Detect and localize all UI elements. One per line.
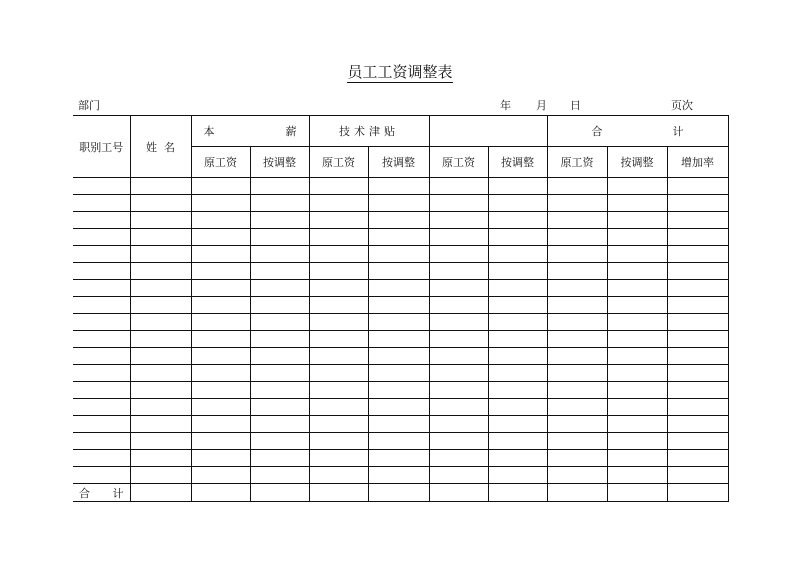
orig-salary-header: 原工资 [547,147,607,178]
table-cell[interactable] [309,195,368,212]
table-cell[interactable] [73,450,130,467]
table-cell[interactable] [488,433,547,450]
table-cell[interactable] [191,280,250,297]
base-salary-header: 本 薪 [191,116,309,147]
table-cell[interactable] [309,297,368,314]
table-cell[interactable] [250,280,309,297]
table-cell[interactable] [250,297,309,314]
table-cell[interactable] [488,348,547,365]
table-cell[interactable] [130,331,191,348]
table-cell[interactable] [547,229,607,246]
table-cell[interactable] [607,263,667,280]
table-cell[interactable] [368,399,429,416]
table-cell[interactable] [73,467,130,484]
table-cell[interactable] [607,450,667,467]
table-cell[interactable] [191,433,250,450]
table-cell[interactable] [309,382,368,399]
table-cell[interactable] [130,195,191,212]
table-cell[interactable] [250,433,309,450]
blank-header [429,116,547,147]
table-cell[interactable] [488,467,547,484]
table-cell[interactable] [130,314,191,331]
table-cell[interactable] [488,178,547,195]
table-cell[interactable] [547,314,607,331]
adjusted-header: 按调整 [607,147,667,178]
table-cell[interactable] [309,314,368,331]
table-cell[interactable] [250,467,309,484]
table-cell[interactable] [429,229,488,246]
tech-allowance-header: 技术津贴 [309,116,429,147]
table-cell[interactable] [667,433,728,450]
total-cell[interactable] [547,484,607,502]
table-cell[interactable] [667,331,728,348]
table-cell[interactable] [667,416,728,433]
table-cell[interactable] [250,416,309,433]
table-cell[interactable] [73,280,130,297]
table-cell[interactable] [368,246,429,263]
table-cell[interactable] [250,331,309,348]
table-row [73,229,728,246]
total-cell[interactable] [667,484,728,502]
table-cell[interactable] [488,365,547,382]
table-cell[interactable] [547,297,607,314]
table-cell[interactable] [667,212,728,229]
total-cell[interactable] [368,484,429,502]
table-cell[interactable] [191,229,250,246]
total-cell[interactable] [429,484,488,502]
table-cell[interactable] [250,195,309,212]
total-header: 合 计 [547,116,728,147]
table-cell[interactable] [667,348,728,365]
table-cell[interactable] [368,433,429,450]
table-cell[interactable] [73,382,130,399]
table-cell[interactable] [667,246,728,263]
table-cell[interactable] [547,195,607,212]
total-row-label: 合 计 [73,484,130,502]
table-cell[interactable] [488,399,547,416]
table-cell[interactable] [547,433,607,450]
total-cell[interactable] [191,484,250,502]
table-cell[interactable] [607,433,667,450]
table-row [73,246,728,263]
table-cell[interactable] [667,314,728,331]
table-cell[interactable] [250,399,309,416]
table-cell[interactable] [130,399,191,416]
table-cell[interactable] [547,263,607,280]
table-cell[interactable] [73,229,130,246]
table-cell[interactable] [309,450,368,467]
table-cell[interactable] [130,178,191,195]
table-cell[interactable] [250,450,309,467]
table-cell[interactable] [429,467,488,484]
name-header: 姓 名 [130,116,191,178]
table-cell[interactable] [191,467,250,484]
table-cell[interactable] [191,416,250,433]
orig-salary-header: 原工资 [191,147,250,178]
table-cell[interactable] [130,433,191,450]
table-cell[interactable] [368,280,429,297]
table-cell[interactable] [191,382,250,399]
table-cell[interactable] [73,263,130,280]
total-cell[interactable] [309,484,368,502]
table-cell[interactable] [488,382,547,399]
table-cell[interactable] [191,365,250,382]
table-cell[interactable] [368,297,429,314]
table-cell[interactable] [488,229,547,246]
table-cell[interactable] [607,297,667,314]
table-cell[interactable] [368,263,429,280]
table-cell[interactable] [250,178,309,195]
table-row [73,297,728,314]
header-row-1 [73,116,728,147]
table-cell[interactable] [73,416,130,433]
table-cell[interactable] [368,348,429,365]
table-cell[interactable] [250,229,309,246]
table-cell[interactable] [488,263,547,280]
table-cell[interactable] [250,263,309,280]
table-cell[interactable] [250,348,309,365]
table-cell[interactable] [607,314,667,331]
table-cell[interactable] [130,280,191,297]
table-cell[interactable] [130,263,191,280]
table-cell[interactable] [73,331,130,348]
page-label: 页次 [671,99,693,112]
table-cell[interactable] [547,280,607,297]
table-cell[interactable] [607,246,667,263]
table-cell[interactable] [667,450,728,467]
table-cell[interactable] [667,280,728,297]
table-cell[interactable] [250,365,309,382]
form-title [0,61,800,82]
id-header: 职别工号 [73,116,130,178]
table-cell[interactable] [191,246,250,263]
table-cell[interactable] [130,229,191,246]
table-row [73,195,728,212]
table-cell[interactable] [368,331,429,348]
table-cell[interactable] [429,450,488,467]
table-cell[interactable] [667,195,728,212]
table-cell[interactable] [309,433,368,450]
table-cell[interactable] [130,297,191,314]
table-cell[interactable] [547,178,607,195]
table-cell[interactable] [488,297,547,314]
table-cell[interactable] [250,314,309,331]
total-cell[interactable] [130,484,191,502]
table-cell[interactable] [309,263,368,280]
table-cell[interactable] [547,416,607,433]
table-row [73,331,728,348]
table-cell[interactable] [488,450,547,467]
table-cell[interactable] [429,280,488,297]
form-title-text: 员工工资调整表 [347,63,453,81]
month-label: 月 [536,99,547,112]
day-label: 日 [570,99,581,112]
table-cell[interactable] [73,178,130,195]
table-row [73,280,728,297]
table-cell[interactable] [250,382,309,399]
table-cell[interactable] [607,416,667,433]
table-cell[interactable] [250,212,309,229]
table-cell[interactable] [368,212,429,229]
table-cell[interactable] [607,195,667,212]
table-cell[interactable] [667,382,728,399]
table-cell[interactable] [667,365,728,382]
table-cell[interactable] [73,433,130,450]
table-cell[interactable] [667,399,728,416]
table-cell[interactable] [73,297,130,314]
adjusted-header: 按调整 [250,147,309,178]
table-cell[interactable] [309,212,368,229]
increase-rate-header: 增加率 [667,147,728,178]
table-cell[interactable] [547,399,607,416]
table-cell[interactable] [607,348,667,365]
table-cell[interactable] [547,365,607,382]
table-cell[interactable] [488,195,547,212]
table-cell[interactable] [667,467,728,484]
table-cell[interactable] [250,246,309,263]
table-cell[interactable] [191,178,250,195]
table-cell[interactable] [191,297,250,314]
table-cell[interactable] [309,399,368,416]
table-cell[interactable] [309,331,368,348]
table-cell[interactable] [429,178,488,195]
table-cell[interactable] [309,229,368,246]
table-cell[interactable] [667,178,728,195]
table-cell[interactable] [368,365,429,382]
table-row [73,399,728,416]
table-cell[interactable] [607,280,667,297]
table-cell[interactable] [73,212,130,229]
year-label: 年 [500,99,511,112]
table-cell[interactable] [130,365,191,382]
table-cell[interactable] [429,365,488,382]
table-cell[interactable] [309,365,368,382]
table-row [73,450,728,467]
table-row [73,178,728,195]
table-cell[interactable] [191,212,250,229]
table-cell[interactable] [429,416,488,433]
table-cell[interactable] [368,229,429,246]
table-cell[interactable] [130,450,191,467]
table-cell[interactable] [309,280,368,297]
table-cell[interactable] [429,433,488,450]
table-cell[interactable] [607,467,667,484]
table-cell[interactable] [488,212,547,229]
table-cell[interactable] [547,331,607,348]
table-cell[interactable] [73,348,130,365]
table-row [73,467,728,484]
adjusted-header: 按调整 [368,147,429,178]
orig-salary-header: 原工资 [309,147,368,178]
table-cell[interactable] [607,382,667,399]
table-cell[interactable] [488,331,547,348]
table-cell[interactable] [191,450,250,467]
table-row [73,416,728,433]
table-cell[interactable] [368,195,429,212]
table-cell[interactable] [368,314,429,331]
orig-salary-header: 原工资 [429,147,488,178]
table-row [73,314,728,331]
table-cell[interactable] [429,212,488,229]
table-cell[interactable] [429,263,488,280]
table-cell[interactable] [607,212,667,229]
dept-label: 部门 [78,99,100,112]
table-cell[interactable] [488,314,547,331]
table-cell[interactable] [191,348,250,365]
table-cell[interactable] [130,348,191,365]
table-cell[interactable] [547,212,607,229]
salary-adjustment-table [73,115,729,502]
table-cell[interactable] [309,467,368,484]
table-cell[interactable] [547,382,607,399]
table-cell[interactable] [607,365,667,382]
table-cell[interactable] [607,331,667,348]
total-row [73,484,728,502]
table-cell[interactable] [368,450,429,467]
table-cell[interactable] [429,399,488,416]
table-cell[interactable] [547,450,607,467]
table-cell[interactable] [429,348,488,365]
total-cell[interactable] [250,484,309,502]
table-cell[interactable] [309,178,368,195]
table-cell[interactable] [130,212,191,229]
table-row [73,382,728,399]
table-row [73,212,728,229]
table-cell[interactable] [309,416,368,433]
table-cell[interactable] [429,331,488,348]
table-cell[interactable] [130,416,191,433]
table-cell[interactable] [368,382,429,399]
total-cell[interactable] [488,484,547,502]
table-cell[interactable] [607,229,667,246]
table-cell[interactable] [368,416,429,433]
table-cell[interactable] [191,331,250,348]
table-cell[interactable] [547,467,607,484]
table-row [73,365,728,382]
table-cell[interactable] [368,178,429,195]
table-row [73,433,728,450]
table-cell[interactable] [309,348,368,365]
table-cell[interactable] [191,314,250,331]
adjusted-header: 按调整 [488,147,547,178]
table-cell[interactable] [429,297,488,314]
table-cell[interactable] [191,263,250,280]
table-cell[interactable] [73,365,130,382]
total-cell[interactable] [607,484,667,502]
table-cell[interactable] [547,348,607,365]
table-cell[interactable] [191,399,250,416]
table-cell[interactable] [73,399,130,416]
table-cell[interactable] [191,195,250,212]
table-cell[interactable] [309,246,368,263]
table-cell[interactable] [429,246,488,263]
table-row [73,348,728,365]
table-cell[interactable] [429,314,488,331]
table-cell[interactable] [607,178,667,195]
table-cell[interactable] [368,467,429,484]
table-cell[interactable] [488,416,547,433]
table-cell[interactable] [488,280,547,297]
table-cell[interactable] [73,195,130,212]
table-cell[interactable] [488,246,547,263]
table-cell[interactable] [73,246,130,263]
table-cell[interactable] [667,297,728,314]
table-cell[interactable] [607,399,667,416]
table-cell[interactable] [429,382,488,399]
table-cell[interactable] [130,467,191,484]
table-cell[interactable] [547,246,607,263]
table-cell[interactable] [130,382,191,399]
table-cell[interactable] [130,246,191,263]
table-row [73,263,728,280]
table-cell[interactable] [667,229,728,246]
table-cell[interactable] [73,314,130,331]
table-cell[interactable] [667,263,728,280]
table-cell[interactable] [429,195,488,212]
